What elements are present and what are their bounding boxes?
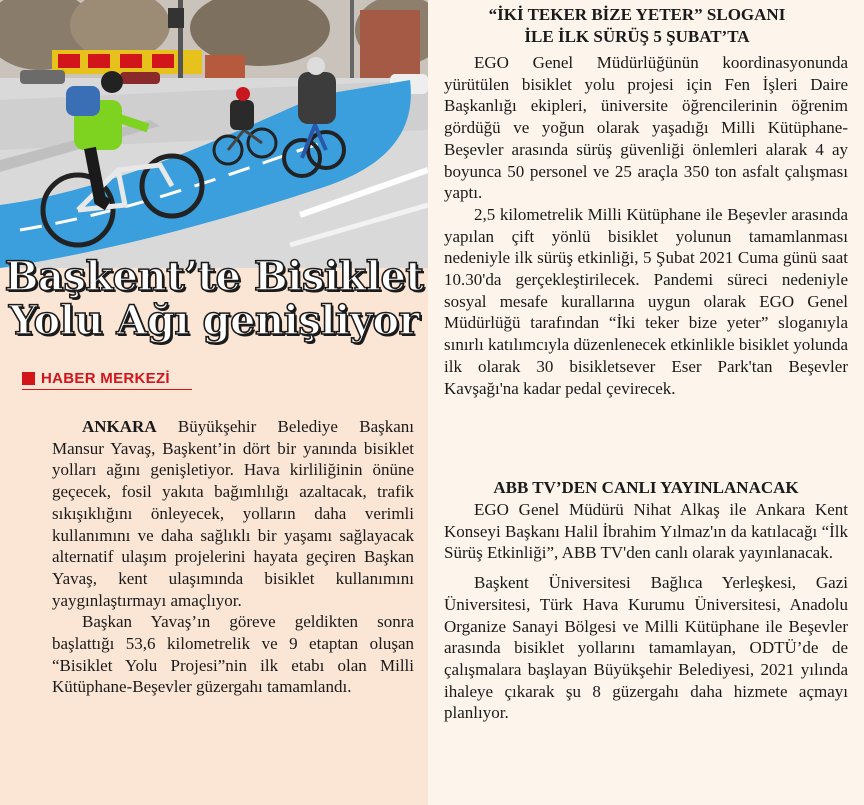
right-paragraph-1: EGO Genel Müdürlüğünün koordinasyonunda yürütülen bisiklet yolu projesi için Fen İşleri Daire Başkanlığı ekipleri, üniversite öğrencilerinin öğrenim gördüğü ve yoğun olarak yaşadığı Milli Kütüphane-Beşevler arasında sürüş güvenliği önlemleri alarak 4 ay boyunca 50 personel ve 25 araçla 350 ton asfalt çalışması yaptı. [444, 53, 848, 203]
right-body-1 [444, 52, 848, 399]
byline-underline [22, 389, 192, 390]
right-heading-1 [432, 4, 842, 48]
right-paragraph-4: Başkent Üniversitesi Bağlıca Yerleşkesi, Gazi Üniversitesi, Türk Hava Kurumu Üniversitesi, Anadolu Organize Sanayi Bölgesi ve Milli Kütüphane ile Beşevler arasında bisiklet yollarını tamamlayan, ODTÜ’de de çalışmalara başlayan Büyükşehir Belediyesi, 2021 yılında ihaleye çıkarak şu 8 güzergahı daha hizmete açmayı planlıyor. [444, 573, 848, 723]
right-heading-1-line-1: “İKİ TEKER BİZE YETER” SLOGANI [488, 5, 786, 24]
headline-line-2: Yolu Ağı genişliyor [8, 297, 420, 344]
right-body-2 [444, 499, 848, 724]
left-column [0, 0, 428, 805]
left-paragraph-1-text: Büyükşehir Belediye Başkanı Mansur Yavaş, Başkent’in dört bir yanında bisiklet yolları ağını genişletiyor. Hava kirliliğinin önüne geçecek, fosil yakıta bağımlılığı azaltacak, trafik sıkışıklığını önleyecek, yolların daha verimli kullanımını ve daha sağlıklı bir yaşamı sağlayacak alternatif ulaşım projelerini hayata geçiren Başkan Yavaş, kent ulaşımında bisiklet kullanımını yaygınlaştırmayı amaçlıyor. [52, 417, 414, 610]
byline [22, 370, 170, 387]
article-headline [0, 255, 428, 343]
byline-text: HABER MERKEZİ [41, 370, 170, 387]
left-paragraph-2: Başkan Yavaş’ın göreve geldikten sonra başlattığı 53,6 kilometrelik ve 9 etaptan oluşan “Bisiklet Yolu Projesi”nin ilk etabı olan Milli Kütüphane-Beşevler güzergahı tamamlandı. [52, 612, 414, 697]
right-paragraph-3: EGO Genel Müdürü Nihat Alkaş ile Ankara Kent Konseyi Başkanı Halil İbrahim Yılmaz'ın da katılacağı “İlk Sürüş Etkinliği”, ABB TV'den canlı olarak yayınlanacak. [444, 500, 848, 563]
byline-square-icon [22, 372, 35, 385]
right-heading-1-line-2: İLE İLK SÜRÜŞ 5 ŞUBAT’TA [524, 27, 750, 46]
headline-line-1: Başkent’te Bisiklet [4, 253, 424, 300]
right-heading-2: ABB TV’DEN CANLI YAYINLANACAK [493, 478, 799, 497]
cyclists-photo [0, 0, 428, 268]
right-paragraph-2: 2,5 kilometrelik Milli Kütüphane ile Beşevler arasında yapılan çift yönlü bisiklet yolunun tamamlanması nedeniyle ilk sürüş etkinliği, 5 Şubat 2021 Cuma günü saat 10.30'da gerçekleştirilecek. Pandemi süreci nedeniyle sosyal mesafe kurallarına uygun olarak EGO Genel Müdürlüğü tarafından “İki teker bize yeter” sloganıyla sınırlı katılımcıyla düzenlenecek etkinlikle bisiklet yolunda ilk olarak 30 bisikletsever Eser Park'tan Beşevler Kavşağı'na kadar pedal çevirecek. [444, 204, 848, 398]
left-paragraph-1 [52, 416, 414, 611]
dateline: ANKARA [82, 417, 157, 436]
left-body [52, 416, 414, 698]
